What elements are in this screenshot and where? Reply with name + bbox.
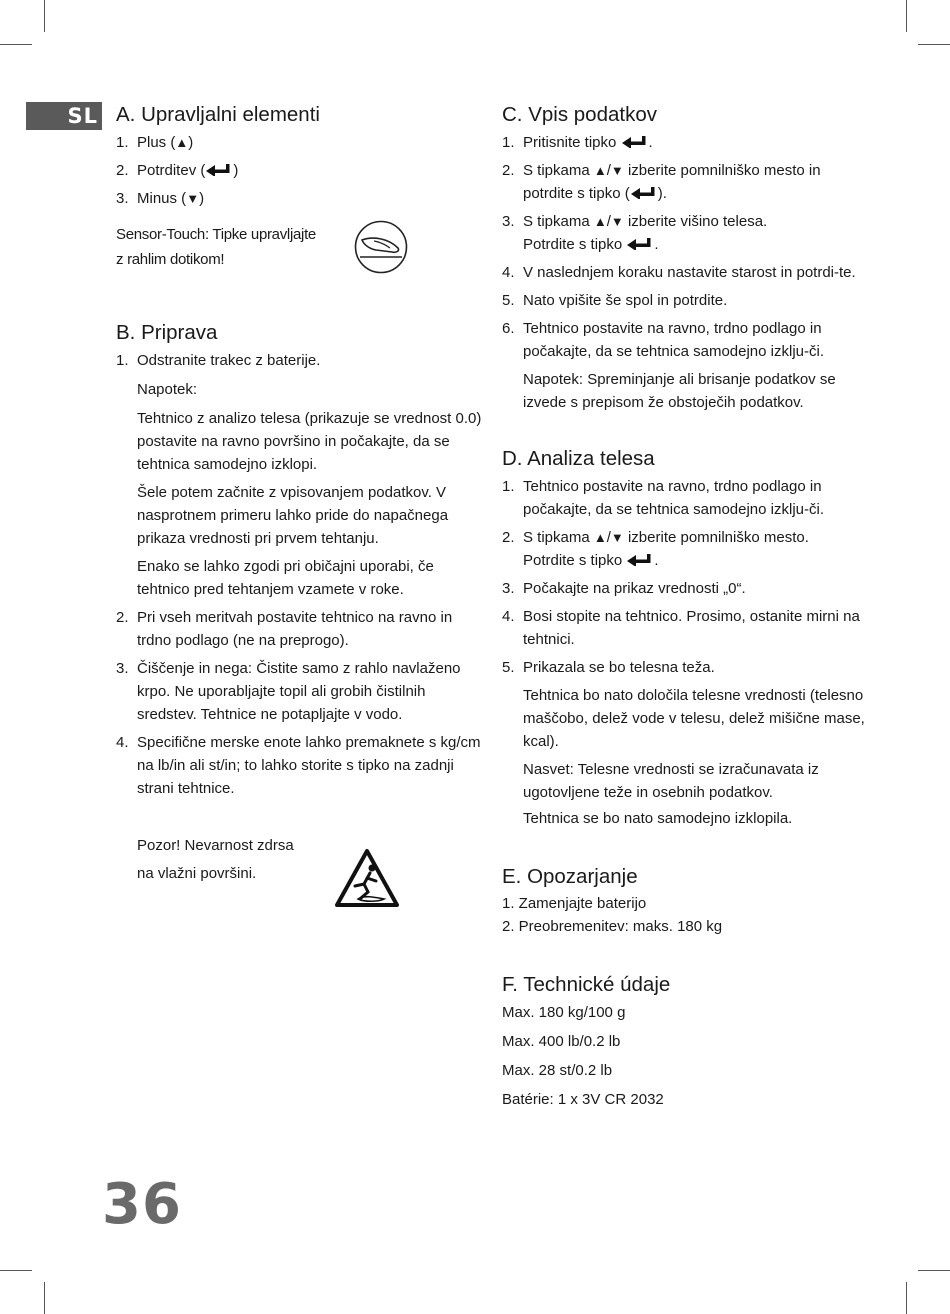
- list-item: 5. Nato vpišite še spol in potrdite.: [502, 292, 728, 309]
- note-label: Napotek:: [137, 381, 198, 398]
- result-paragraph: Tehtnica bo nato določila telesne vrednosti (telesno maščobo, delež vode v telesu, delež mišične mase, kcal).: [523, 687, 865, 750]
- list-item: 2. Potrditev ( ): [116, 162, 239, 179]
- tip-label: Nasvet:: [523, 761, 574, 778]
- crop-mark: [918, 44, 950, 45]
- down-arrow-icon: ▼: [610, 214, 624, 229]
- crop-mark: [0, 44, 32, 45]
- note-paragraph: Enako se lahko zgodi pri običajni uporabi, če tehtnico pred tehtanjem vzamete v roke.: [137, 558, 434, 598]
- list-item: 1. Plus (▲): [116, 131, 486, 154]
- crop-mark: [0, 1270, 32, 1271]
- down-arrow-icon: ▼: [186, 191, 200, 206]
- list-item: 1. Pritisnite tipko .: [502, 134, 653, 151]
- crop-mark: [44, 1282, 45, 1314]
- section-d-heading: D. Analiza telesa: [502, 447, 655, 470]
- list-item: 3. Počakajte na prikaz vrednosti „0“.: [502, 580, 746, 597]
- list-item: 2. S tipkama ▲/▼ izberite pomnilniško mesto in potrdite s tipko ( ).: [502, 159, 872, 205]
- spec-line: Max. 28 st/0.2 lb: [502, 1062, 613, 1079]
- section-a-heading: A. Upravljalni elementi: [116, 103, 320, 126]
- crop-mark: [906, 1282, 907, 1314]
- spec-line: Batérie: 1 x 3V CR 2032: [502, 1091, 664, 1108]
- slippery-warning-icon: [334, 848, 400, 908]
- enter-key-icon: [206, 164, 232, 176]
- list-item: 4. Specifične merske enote lahko premaknete s kg/cm na lb/in ali st/in; to lahko storite s tipko na zadnji strani tehtnice.: [116, 734, 481, 797]
- down-arrow-icon: ▼: [610, 530, 624, 545]
- caution-label: Pozor!: [137, 837, 181, 854]
- enter-key-icon: [631, 187, 657, 199]
- list-item: 3. S tipkama ▲/▼ izberite višino telesa. Potrdite s tipko .: [502, 210, 872, 256]
- list-item: 5. Prikazala se bo telesna teža.: [502, 659, 715, 676]
- section-b-heading: B. Priprava: [116, 321, 218, 344]
- enter-key-icon: [627, 554, 653, 566]
- enter-key-icon: [627, 238, 653, 250]
- sensor-touch-note: Sensor-Touch: Tipke upravljajte z rahlim dotikom!: [116, 226, 316, 268]
- touch-icon: [354, 220, 408, 274]
- right-column: [502, 100, 872, 1111]
- list-item: 2. S tipkama ▲/▼ izberite pomnilniško mesto. Potrdite s tipko .: [502, 526, 872, 572]
- enter-key-icon: [622, 136, 648, 148]
- page-number: 36: [102, 1172, 182, 1237]
- section-f-heading: F. Technické údaje: [502, 973, 671, 996]
- up-arrow-icon: ▲: [593, 163, 607, 178]
- result-paragraph: Tehtnica se bo nato samodejno izklopila.: [523, 810, 793, 827]
- up-arrow-icon: ▲: [175, 135, 189, 150]
- list-item: 2. Preobremenitev: maks. 180 kg: [502, 918, 723, 935]
- up-arrow-icon: ▲: [593, 530, 607, 545]
- list-item: 1. Zamenjajte baterijo: [502, 895, 647, 912]
- crop-mark: [906, 0, 907, 32]
- section-c-heading: C. Vpis podatkov: [502, 103, 657, 126]
- list-item: 1. Tehtnico postavite na ravno, trdno podlago in počakajte, da se tehtnica samodejno izklju-či.: [502, 478, 824, 518]
- up-arrow-icon: ▲: [593, 214, 607, 229]
- list-item: 4. V naslednjem koraku nastavite starost in potrdi-te.: [502, 264, 856, 281]
- crop-mark: [44, 0, 45, 32]
- spec-line: Max. 180 kg/100 g: [502, 1004, 626, 1021]
- note-paragraph: Tehtnico z analizo telesa (prikazuje se vrednost 0.0) postavite na ravno površino in počakajte, da se tehtnica samodejno izklopi.: [137, 410, 482, 473]
- note-paragraph: Šele potem začnite z vpisovanjem podatkov. V nasprotnem primeru lahko pride do napačnega prikaza vrednosti pri prvem tehtanju.: [137, 484, 449, 547]
- list-item: 1. Odstranite trakec z baterije.: [116, 352, 321, 369]
- caution-note: Pozor! Nevarnost zdrsa na vlažni površini.: [137, 837, 294, 882]
- list-item: 3. Minus (▼): [116, 187, 486, 210]
- language-tab: SL: [26, 102, 102, 130]
- down-arrow-icon: ▼: [610, 163, 624, 178]
- left-column: [116, 100, 486, 885]
- list-item: 3. Čiščenje in nega: Čistite samo z rahlo navlaženo krpo. Ne uporabljajte topil ali grobih čistilnih sredstev. Tehtnice ne potapljajte v vodo.: [116, 660, 461, 723]
- spec-line: Max. 400 lb/0.2 lb: [502, 1033, 621, 1050]
- list-item: 6. Tehtnico postavite na ravno, trdno podlago in počakajte, da se tehtnica samodejno izklju-či.: [502, 320, 824, 360]
- section-e-heading: E. Opozarjanje: [502, 865, 638, 888]
- tip-note: Nasvet: Telesne vrednosti se izračunavata iz ugotovljene teže in osebnih podatkov.: [523, 761, 819, 801]
- crop-mark: [918, 1270, 950, 1271]
- list-item: 2. Pri vseh meritvah postavite tehtnico na ravno in trdno podlago (ne na preprogo).: [116, 609, 453, 649]
- note-paragraph: Napotek: Spreminjanje ali brisanje podatkov se izvede s prepisom že obstoječih podatkov.: [523, 371, 836, 411]
- list-item: 4. Bosi stopite na tehtnico. Prosimo, ostanite mirni na tehtnici.: [502, 608, 860, 648]
